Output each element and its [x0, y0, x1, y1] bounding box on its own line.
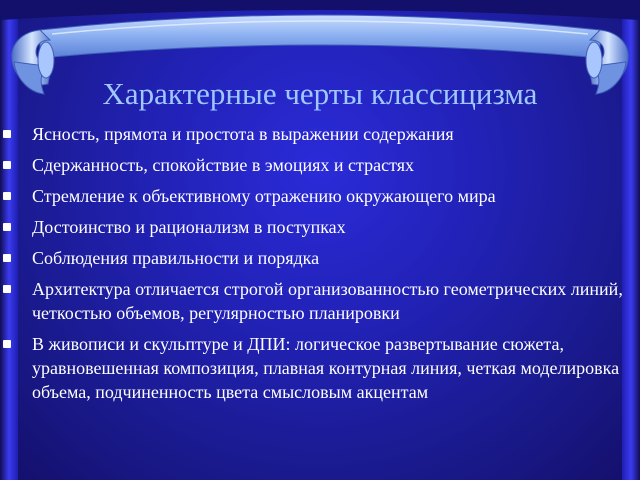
bullet-text: Достоинство и рационализм в поступках [32, 217, 346, 237]
bullet-text: Ясность, прямота и простота в выражении содержания [32, 124, 454, 144]
bullet-item [0, 153, 624, 177]
bullet-list [0, 122, 624, 411]
bullet-text: Стремление к объективному отражению окружающего мира [32, 186, 496, 206]
bullet-item [0, 215, 624, 239]
bullet-marker-icon [3, 161, 11, 169]
bullet-marker-icon [3, 254, 11, 262]
bullet-marker-icon [3, 223, 11, 231]
bullet-marker-icon [3, 340, 11, 348]
bullet-text: В живописи и скульптуре и ДПИ: логическое развертывание сюжета, уравновешенная композиция, плавная контурная линия, четкая моделировка объема, подчиненность цвета смысловым акцентам [32, 334, 620, 402]
bullet-item [0, 184, 624, 208]
bullet-item [0, 246, 624, 270]
bullet-marker-icon [3, 285, 11, 293]
bullet-text: Соблюдения правильности и порядка [32, 248, 320, 268]
bullet-marker-icon [3, 130, 11, 138]
bullet-text: Сдержанность, спокойствие в эмоциях и страстях [32, 155, 415, 175]
bullet-text: Архитектура отличается строгой организованностью геометрических линий, четкостью объемов, регулярностью планировки [32, 279, 623, 323]
bullet-item [0, 332, 624, 404]
slide-title: Характерные черты классицизма [102, 76, 538, 111]
right-curtain-fold [622, 0, 640, 480]
bullet-item [0, 122, 624, 146]
bullet-item [0, 277, 624, 325]
bullet-marker-icon [3, 192, 11, 200]
